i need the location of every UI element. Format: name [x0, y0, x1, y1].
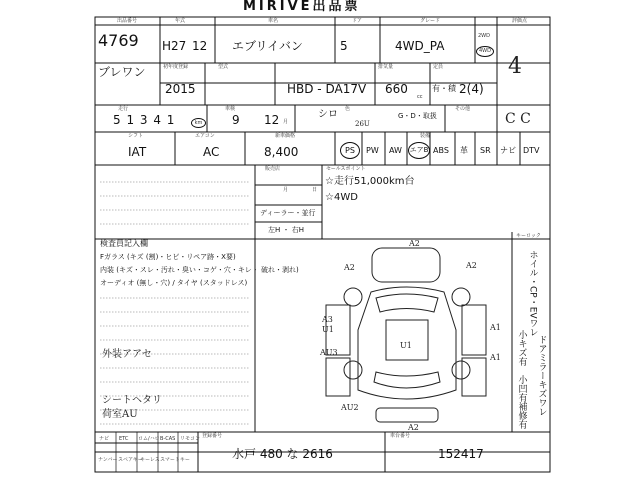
- mark-a1-lower: A1: [490, 353, 501, 362]
- year-label: 年式: [175, 18, 186, 24]
- mileage-label: 走行: [118, 106, 129, 112]
- score-value: 4: [508, 54, 522, 79]
- drive-2wd-label: 2WD: [478, 33, 490, 39]
- sales-point-2: ☆4WD: [325, 192, 358, 203]
- color-value: シロ: [318, 109, 338, 120]
- feature-navi: ナビ: [500, 146, 516, 155]
- drive-4wd-label: 4WD: [476, 46, 494, 57]
- right-note-3: ドアミラーキズワレ: [536, 335, 547, 416]
- equip-etc: ETC: [119, 436, 129, 442]
- car-diagram: [256, 240, 512, 432]
- aircon-label: エアコン: [195, 133, 215, 139]
- equip-keyless: キーレス: [140, 457, 160, 463]
- chassis-number: 152417: [438, 447, 484, 461]
- right-note-4: 小凹有: [516, 375, 527, 402]
- right-note-2: 小キズ有: [516, 330, 527, 366]
- mark-a2-top: A2: [409, 240, 420, 248]
- reg-number: 水戸 480 な 2616: [232, 447, 333, 461]
- equip-bcas: B-CAS: [160, 436, 176, 442]
- seats-type: 有・積: [432, 84, 456, 93]
- equip-plate: ナンバー: [98, 457, 118, 463]
- year-era: H27: [162, 39, 187, 53]
- sales-history-label: 販売店: [265, 166, 281, 172]
- feature-abs: ABS: [433, 146, 449, 155]
- equip-navi: ナビ: [99, 436, 110, 442]
- chassis-number-label: 車台番号: [390, 433, 411, 439]
- color-label: 色: [345, 106, 351, 112]
- inspection-notes-title: 検査員記入欄: [100, 239, 148, 248]
- vehicle-name-label: 車名: [268, 18, 279, 24]
- mileage-unit: km: [191, 118, 206, 128]
- price-value: 8,400: [264, 145, 299, 159]
- feature-ps: PS: [340, 142, 360, 159]
- equip-smart: スマートキー: [160, 457, 190, 463]
- first-reg-year: 2015: [165, 82, 196, 96]
- mark-a3: A3: [322, 315, 333, 324]
- doors-value: 5: [340, 39, 348, 53]
- month-label: 月: [283, 187, 289, 193]
- inspection-year: 9: [232, 113, 240, 127]
- vehicle-name: エブリイバン: [232, 39, 303, 53]
- brand-title: MIRIVE出品票: [243, 0, 361, 14]
- sales-point-label: セールスポイント: [326, 166, 366, 172]
- shift-value: IAT: [128, 145, 147, 159]
- model-value: HBD - DA17V: [287, 82, 367, 96]
- feature-airbag: エアB: [408, 142, 430, 159]
- handle-label: 左H ・ 右H: [268, 226, 304, 234]
- mark-au2: AU2: [341, 403, 359, 412]
- lot-no-label: 出品番号: [117, 18, 138, 24]
- inspection-suffix: 月: [283, 119, 289, 125]
- equip-spare: スペアキー: [118, 457, 143, 463]
- mark-a2-right: A2: [466, 261, 477, 270]
- year-month: 12: [192, 39, 208, 53]
- other-value: C C: [505, 111, 531, 127]
- dealer-label: ディーラー・並行: [260, 209, 316, 217]
- doors-label: ドア: [352, 18, 362, 24]
- other-label: その他: [455, 106, 471, 112]
- reg-number-label: 登録番号: [202, 433, 223, 439]
- first-reg-label: 初年度登録: [163, 64, 189, 70]
- feature-dtv: DTV: [523, 146, 540, 155]
- handwritten-note-3: 荷室AU: [102, 409, 138, 420]
- handwritten-note-1: 外装アアセ: [102, 349, 152, 360]
- lot-number: 4769: [98, 31, 139, 50]
- grade-value: 4WD_PA: [395, 39, 445, 53]
- day-label: 日: [312, 187, 318, 193]
- displacement-label: 排気量: [378, 64, 394, 70]
- feature-pw: PW: [366, 146, 379, 155]
- equip-remote: リモコン: [180, 436, 201, 442]
- grade-label: グレード: [420, 18, 441, 24]
- price-label: 新車価格: [275, 133, 296, 139]
- seats-label: 定員: [433, 64, 444, 70]
- score-label: 評価点: [512, 18, 528, 24]
- color-grade-labels: G・D・取扱: [398, 112, 437, 120]
- handwritten-note-2: シートヘタリ: [102, 395, 162, 406]
- inspection-month: 12: [264, 113, 280, 127]
- feature-sr: SR: [480, 146, 491, 155]
- feature-aw: AW: [389, 146, 402, 155]
- maker-handwritten: ブレワン: [98, 65, 146, 79]
- mark-a2-left: A2: [344, 263, 355, 272]
- color-code: 26U: [355, 120, 370, 128]
- equip-rom: ロム/ハロ: [138, 436, 160, 442]
- shift-label: シフト: [128, 133, 144, 139]
- mark-a1-upper: A1: [490, 323, 501, 332]
- displacement-unit: cc: [417, 94, 423, 100]
- mark-u1-left: U1: [322, 325, 334, 334]
- right-note-5: 補修有: [516, 402, 527, 429]
- features-label: 装備: [420, 133, 431, 139]
- inspection-label: 車検: [225, 106, 236, 112]
- car-roof: [372, 248, 440, 282]
- seats-value: 2(4): [459, 82, 484, 96]
- fglass-note: Fガラス (キズ (割)・ヒビ・リペア跡・X要): [100, 253, 236, 261]
- mark-au3: AU3: [320, 348, 338, 357]
- model-label: 型式: [218, 64, 229, 70]
- aircon-value: AC: [203, 145, 220, 159]
- feature-leather: 革: [460, 146, 468, 155]
- right-note-1: ホイル・CP・EVワレ: [527, 250, 538, 337]
- mark-u1-center: U1: [400, 341, 412, 350]
- interior-note: 内装 (キズ・スレ・汚れ・臭い・コゲ・穴・キレ・ 破れ・剥れ): [100, 266, 299, 274]
- audio-tire-note: オーディオ (無し・穴) / タイヤ (スタッドレス): [100, 279, 248, 287]
- displacement-value: 660: [385, 82, 408, 96]
- sales-point-1: ☆走行51,000km台: [325, 176, 415, 187]
- keyless-label: キーロック: [516, 233, 541, 239]
- mark-a2-bottom: A2: [408, 423, 419, 432]
- mileage-value: 5 1 3 4 1: [113, 113, 176, 127]
